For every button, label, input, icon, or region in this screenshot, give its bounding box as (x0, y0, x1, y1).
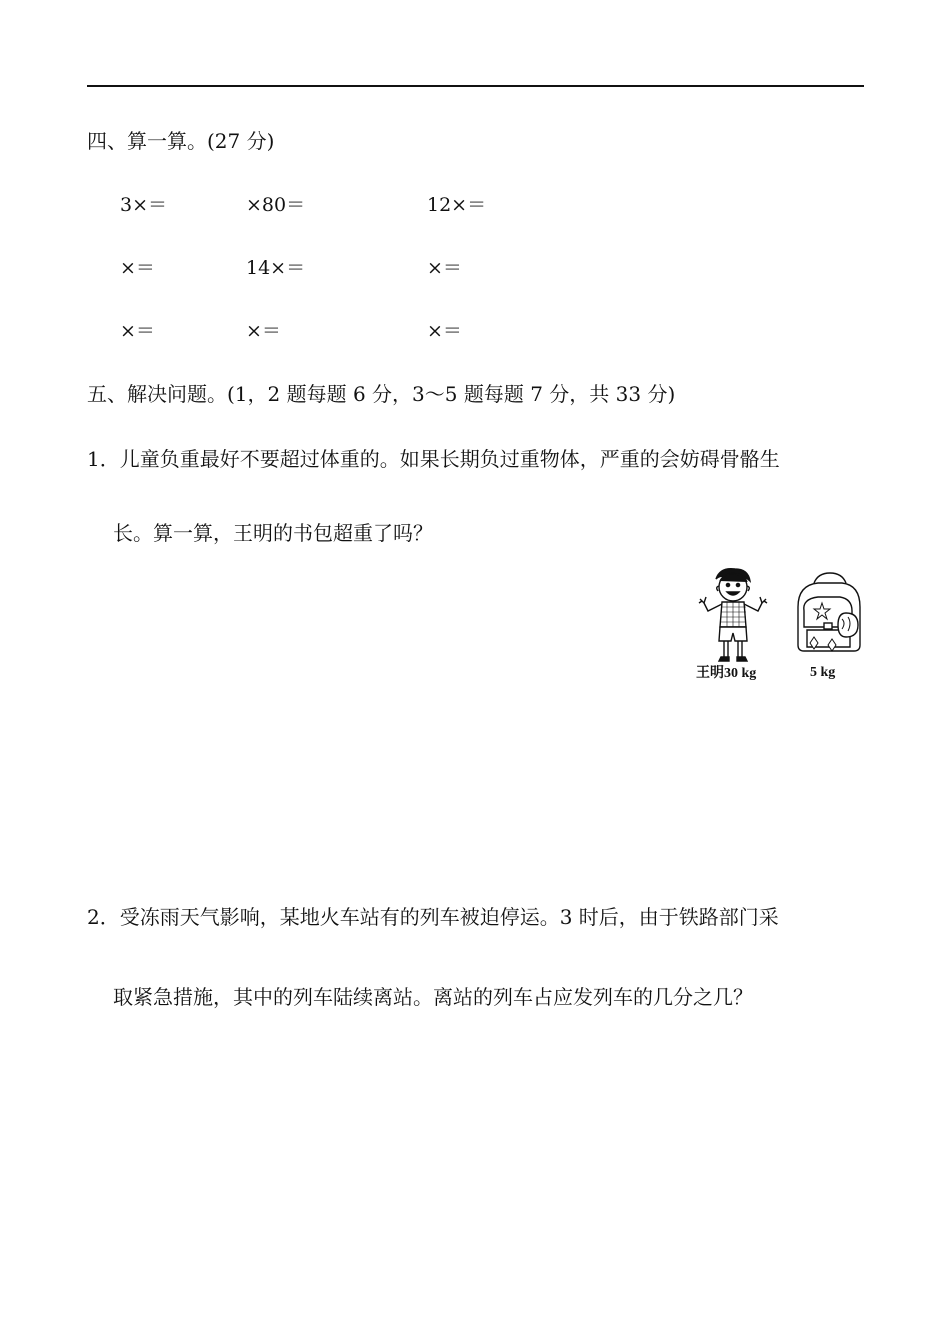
section4-heading: 四、算一算。(27 分) (87, 129, 275, 153)
calc-r3-c2: ×＝ (246, 320, 281, 342)
question1-line1: 1．儿童负重最好不要超过体重的。如果长期负过重物体，严重的会妨碍骨骼生 (87, 447, 780, 471)
question1-figure (690, 565, 880, 690)
calc-r2-c1: ×＝ (120, 257, 155, 279)
section5-heading: 五、解决问题。(1，2 题每题 6 分，3～5 题每题 7 分，共 33 分) (87, 382, 676, 406)
question2-line1: 2．受冻雨天气影响，某地火车站有的列车被迫停运。3 时后，由于铁路部门采 (87, 905, 779, 929)
calc-r1-c1: 3×＝ (120, 194, 168, 216)
calc-r3-c3: ×＝ (427, 320, 462, 342)
boy-caption: 王明30 kg (696, 666, 757, 681)
boy-icon (699, 569, 767, 661)
calc-r1-c2: ×80＝ (246, 194, 306, 216)
calc-r1-c3: 12×＝ (427, 194, 487, 216)
top-divider (87, 85, 864, 87)
question2-line2: 取紧急措施，其中的列车陆续离站。离站的列车占应发列车的几分之几？ (113, 985, 753, 1009)
question1-line2: 长。算一算，王明的书包超重了吗？ (113, 521, 433, 545)
calc-r3-c1: ×＝ (120, 320, 155, 342)
backpack-icon (798, 573, 860, 651)
calc-r2-c2: 14×＝ (246, 257, 306, 279)
backpack-caption: 5 kg (810, 665, 836, 680)
calc-r2-c3: ×＝ (427, 257, 462, 279)
